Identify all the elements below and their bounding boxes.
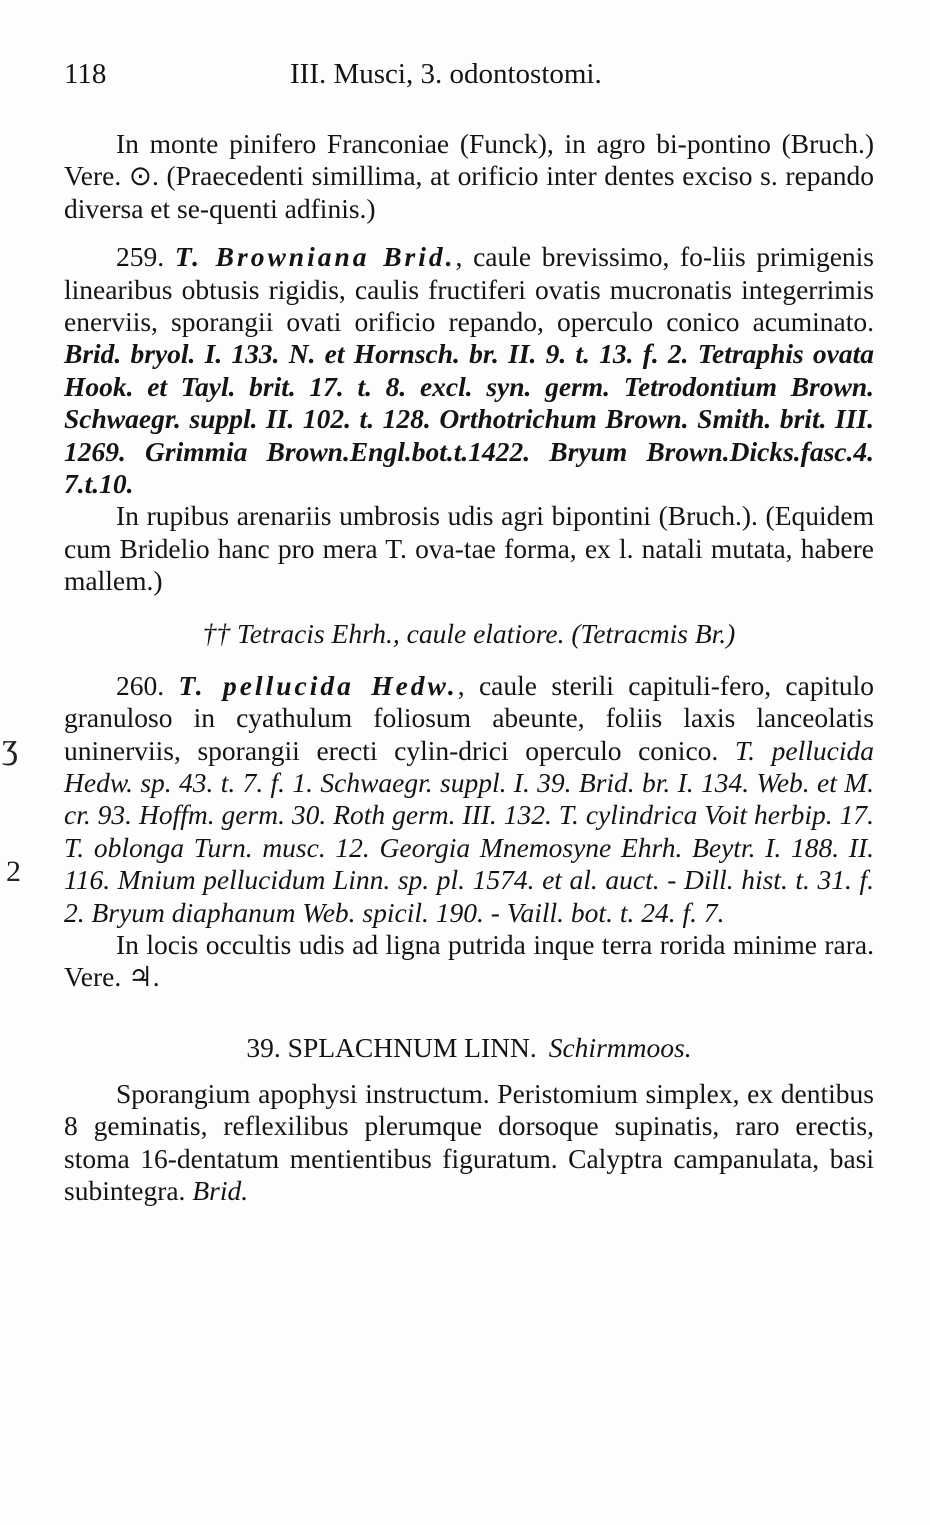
subsection-heading: †† Tetracis Ehrh., caule elatiore. (Tetracmis Br.) bbox=[202, 617, 736, 649]
species-260 bbox=[64, 670, 874, 929]
species-references-2: Tetrodontium Brown. Schwaegr. suppl. II. 102. t. 128. Orthotrichum Brown. Smith. brit. III. 1269. Grimmia Brown.Engl.bot.t.1422. Bryum Brown.Dicks.fasc.4. 7.t.10. bbox=[64, 370, 875, 500]
running-title: III. Musci, 3. odontostomi. bbox=[290, 58, 602, 90]
genus-heading bbox=[64, 1032, 874, 1068]
genus-description bbox=[64, 1078, 874, 1208]
genus-text: Sporangium apophysi instructum. Peristomium simplex, ex dentibus 8 geminatis, reflexilibus plerumque dorsoque supinatis, raro erectis, stoma 16-dentatum mentientibus figuratum. Calyptra campanulata, basi subintegra. bbox=[64, 1077, 874, 1206]
genus-reference: Brid. bbox=[192, 1174, 249, 1206]
species-number: 259. bbox=[116, 241, 165, 273]
species-number: 260. bbox=[116, 669, 165, 701]
genus-vernacular: Schirmmoos. bbox=[548, 1031, 692, 1063]
species-description: , caule brevissimo, fo-liis primigenis linearibus obtusis rigidis, caulis fructiferi ovatis mucronatis integerrimis enerviis, sporangii ovati orificio repando, operculo conico acuminato. bbox=[64, 241, 875, 338]
species-description: , caule sterili capituli-fero, capitulo granuloso in cyathulum foliosum abeunte, foliis laxis lanceolatis uninerviis, sporangii erecti cylin-drici operculo conico. bbox=[64, 669, 875, 766]
paragraph-habitat-1: In monte pinifero Franconiae (Funck), in agro bi-pontino (Bruch.) Vere. ⊙. (Praecedenti simillima, at orificio inter dentes exciso s. repando diversa et se-quenti adfinis.) bbox=[64, 128, 874, 224]
species-name: T. pellucida Hedw. bbox=[178, 669, 458, 701]
paragraph-habitat-3: In locis occultis udis ad ligna putrida inque terra rorida minime rara. Vere. ♃. bbox=[64, 928, 874, 993]
species-references: T. pellucida Hedw. sp. 43. t. 7. f. 1. Schwaegr. suppl. I. 39. Brid. br. I. 134. Web. et M. cr. 93. Hoffm. germ. 30. Roth germ. III. 132. T. cylindrica Voit herbip. 17. T. oblonga Turn. musc. 12. Georgia Mnemosyne Ehrh. Beytr. I. 188. II. 116. Mnium pellucidum Linn. sp. pl. 1574. et al. auct. - Dill. hist. t. 31. f. 2. Bryum diaphanum Web. spicil. 190. - Vaill. bot. t. 24. f. 7. bbox=[64, 734, 874, 928]
page-header bbox=[64, 52, 874, 96]
page bbox=[64, 52, 874, 1207]
page-number: 118 bbox=[64, 58, 107, 90]
genus-title: 39. SPLACHNUM LINN. bbox=[246, 1031, 537, 1063]
species-name: T. Browniana Brid. bbox=[174, 241, 456, 273]
paragraph-habitat-2: In rupibus arenariis umbrosis udis agri bipontini (Bruch.). (Equidem cum Bridelio hanc pro mera T. ova-tae forma, ex l. natali mutata, habere mallem.) bbox=[64, 500, 874, 597]
margin-annotation: ʒ bbox=[2, 726, 18, 766]
species-references: Brid. bryol. I. 133. N. et Hornsch. br. II. 9. t. 13. f. 2. Tetraphis ovata Hook. et Tayl. brit. 17. t. 8. excl. syn. germ. bbox=[64, 338, 874, 402]
margin-annotation: 2 bbox=[6, 855, 21, 888]
species-259 bbox=[64, 241, 874, 500]
